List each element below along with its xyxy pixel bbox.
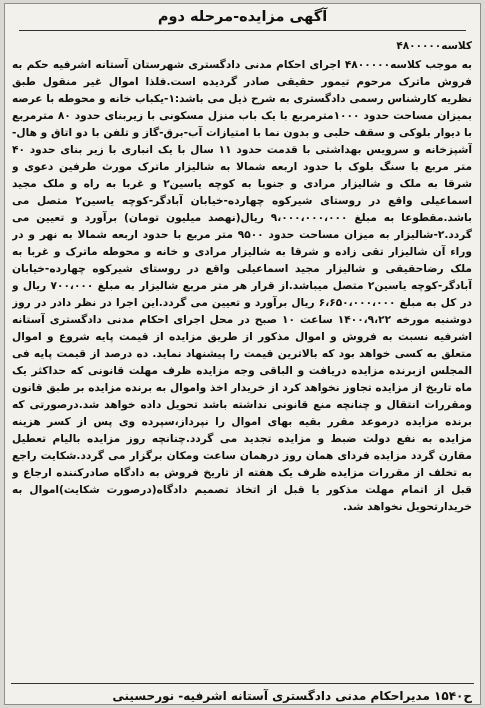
title-divider: [19, 30, 466, 31]
file-number: کلاسه۴۸۰۰۰۰۰: [396, 40, 472, 52]
notice-title: آگهی مزایده-مرحله دوم: [157, 9, 328, 25]
notice-body: به موجب کلاسه۴۸۰۰۰۰۰ اجرای احکام مدنی دادگستری شهرستان آستانه اشرفیه حکم به فروش ماترک مرحوم تیمور حقیقی صادر گردیده است.فلذا اموال غیر منقول طبق نظریه کارشناس رسمی دادگستری به شرح ذیل می باشد:۱-یکباب خانه و محوطه با عرصه بمیزان مساحت حدود ۱۰۰۰مترمربع با یک باب منزل مسکونی با زیربنای حدود ۸۰ مترمربع با دیوار بلوکی و سقف حلبی و بدون نما با امتیازات آب-برق-گاز و تلفن با دو اتاق و هال- آشپزخانه و سرویس بهداشتی با قدمت حدود ۱۱ سال با یک انباری با زیر بنای حدود ۴۰ متر مربع با سنگ بلوک با حدود اربعه شمالا به شالیزار ماترک مورث طرفین دعوی و شرقا به ملک و شالیزار مرادی و جنوبا به کوچه یاسین۲ و غربا به راه و ملک مجید اسماعیلی واقع در روستای شیرکوه چهارده-خیابان آبادگر-کوچه یاسین۲ متصل می باشد.مقطوعا به مبلغ ۹،۰۰۰،۰۰۰،۰۰۰ ریال(نهصد میلیون تومان) برآورد و تعیین می گردد.۲-شالیزار به میزان مساحت حدود ۹۵۰۰ متر مربع با حدود اربعه شمالا به نهر و در وراء آن شالیزار تقی زاده و شرقا به شالیزار مرادی و خانه و محوطه ماترک و غربا به ملک رضاحقیقی و شالیزار مجید اسماعیلی واقع در روستای شیرکوه چهارده-خیابان آبادگر-کوچه یاسین۲ متصل میباشد.از قرار هر متر مربع شالیزار به مبلغ ۷۰۰،۰۰۰ ریال و در کل به مبلغ ۶،۶۵۰،۰۰۰،۰۰۰ ریال برآورد و تعیین می گردد.این اجرا در نظر دادر در روز دوشنبه مورخه ۱۴۰۰،۹،۲۲ ساعت ۱۰ صبح در محل اجرای احکام مدنی دادگستری آستانه اشرفیه نسبت به فروش و اموال مذکور از طریق مزایده از قیمت پایه شروع و اموال متعلق به کسی خواهد بود که بالاترین قیمت را پیشنهاد نماید. ده درصد از قیمت پایه فی المجلس ازبرنده مزایده دریافت و الباقی وجه مزایده ظرف مهلت قانونی که حداکثر یک ماه تاریخ از مزایده تجاوز نخواهد کرد از خریدار اخذ واموال به برنده مزایده بر طبق قانون ومقررات انتقال و چنانچه منع قانونی نداشته باشد تحویل داده خواهد شد.درصورتی که برنده مزایده درموعد مقرر بقیه بهای اموال را نپرداز،سپرده وی پس از کسر هزینه مزایده به نفع دولت ضبط و مزایده تجدید می گردد.چنانچه روز مزایده بالیام تعطیل مقارن گردد مزایده فردای همان روز درهمان ساعت ومکان برگزار می گردد.شکایت راجع به تخلف از مقررات مزایده ظرف یک هفته از تاریخ فروش به دادگاه صادرکننده ارجاع و قبل از اتمام مهلت مذکور یا قبل از اتخاذ تصمیم دادگاه(درصورت شکایت)اموال به خریدارتحویل نخواهد شد.: [12, 59, 472, 513]
footer-divider: [11, 683, 474, 684]
auction-notice: [4, 3, 481, 705]
notice-signature: ح۱۵۴۰ مدیراحکام مدنی دادگستری آستانه اشرفیه- نورحسینی: [112, 689, 472, 703]
